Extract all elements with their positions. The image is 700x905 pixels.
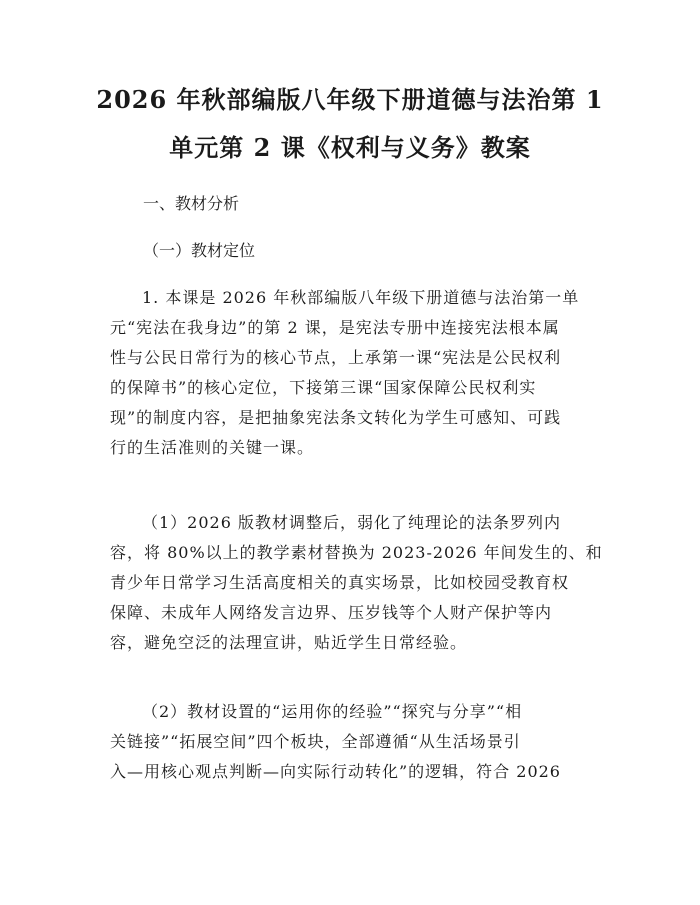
paragraph-line: 青少年日常学习生活高度相关的真实场景，比如校园受教育权 xyxy=(110,573,570,592)
paragraph-line: 1. 本课是 2026 年秋部编版八年级下册道德与法治第一单 xyxy=(142,288,580,307)
paragraph-line: 关链接”“拓展空间”四个板块，全部遵循“从生活场景引 xyxy=(110,732,521,751)
paragraph-point-1 xyxy=(110,508,603,658)
paragraph-line: 的保障书”的核心定位，下接第三课“国家保障公民权利实 xyxy=(110,378,537,397)
document-title-line-1: 2026 年秋部编版八年级下册道德与法治第 1 xyxy=(96,85,604,114)
paragraph-line: 容，将 80%以上的教学素材替换为 2023-2026 年间发生的、和 xyxy=(110,543,603,562)
paragraph-line: 入—用核心观点判断—向实际行动转化”的逻辑，符合 2026 xyxy=(110,762,561,781)
document-title-line-2: 单元第 2 课《权利与义务》教案 xyxy=(169,133,531,162)
paragraph-line: （1）2026 版教材调整后，弱化了纯理论的法条罗列内 xyxy=(142,513,561,532)
subsection-heading: （一）教材定位 xyxy=(143,241,256,260)
paragraph-line: 保障、未成年人网络发言边界、压岁钱等个人财产保护等内 xyxy=(110,603,553,622)
paragraph-textbook-position xyxy=(110,283,600,463)
paragraph-line: 容，避免空泛的法理宣讲，贴近学生日常经验。 xyxy=(110,633,468,652)
paragraph-line: 现”的制度内容，是把抽象宪法条文转化为学生可感知、可践 xyxy=(110,408,562,427)
section-heading: 一、教材分析 xyxy=(143,194,240,213)
paragraph-line: 性与公民日常行为的核心节点，上承第一课“宪法是公民权利 xyxy=(110,348,562,367)
paragraph-line: 行的生活准则的关键一课。 xyxy=(110,438,315,457)
paragraph-point-2 xyxy=(110,697,600,787)
paragraph-line: （2）教材设置的“运用你的经验”“探究与分享”“相 xyxy=(142,702,523,721)
paragraph-line: 元“宪法在我身边”的第 2 课，是宪法专册中连接宪法根本属 xyxy=(110,318,560,337)
